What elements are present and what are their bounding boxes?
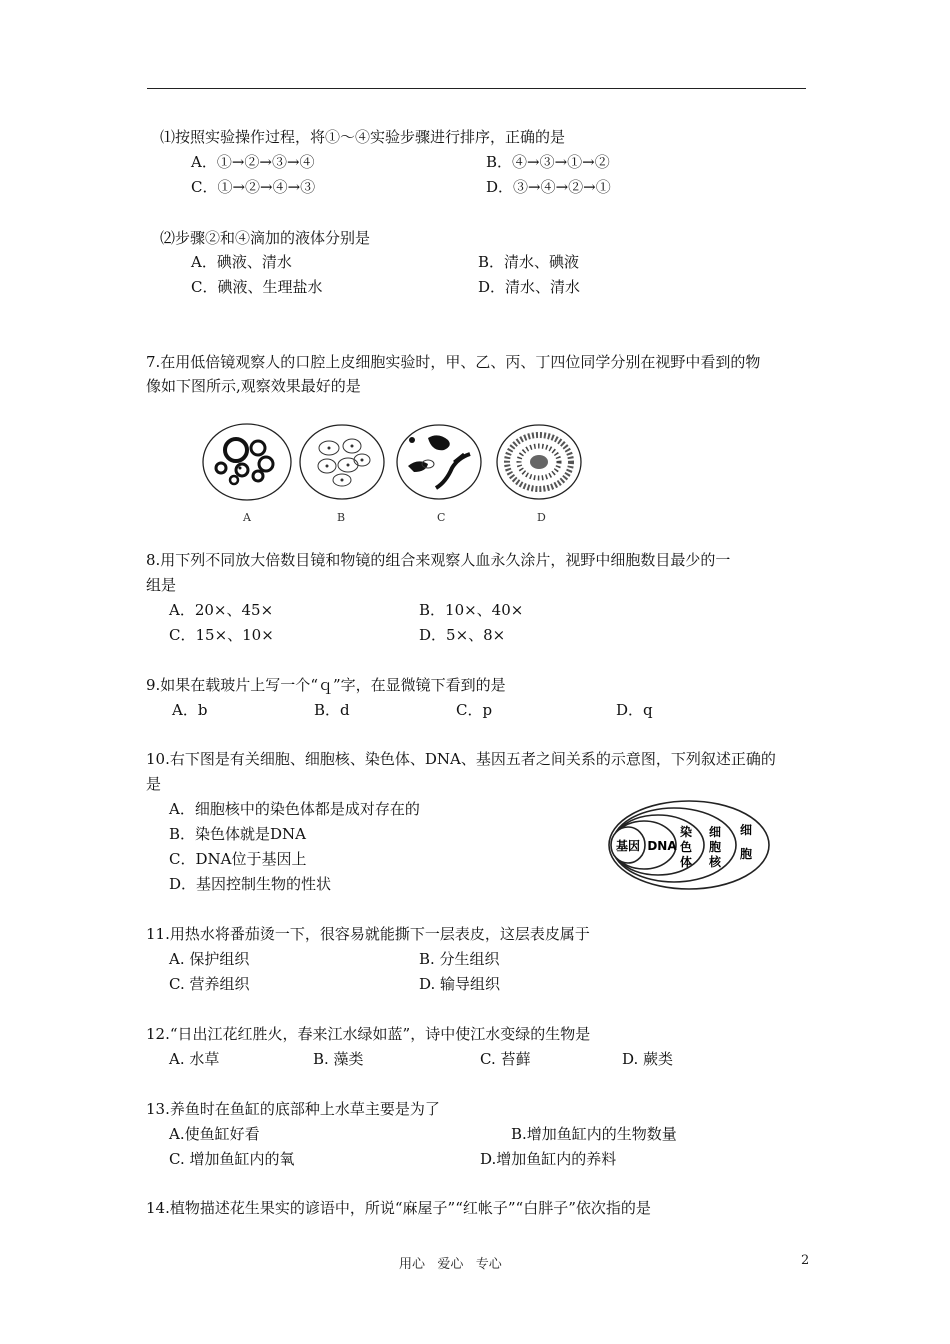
q10-option-b: B．染色体就是DNA — [169, 825, 307, 843]
q7-stem-line1: 7.在用低倍镜观察人的口腔上皮细胞实验时，甲、乙、丙、丁四位同学分别在视野中看到的物 — [146, 353, 761, 371]
q8-option-b: B．10×、40× — [419, 601, 524, 619]
q7-figure-label-d: D — [537, 511, 546, 524]
header-rule — [147, 88, 806, 89]
footer-motto: 用心 爱心 专心 — [399, 1257, 502, 1272]
q10-option-d: D．基因控制生物的性状 — [169, 875, 332, 893]
diagram-label-nucleus-1: 细 — [708, 825, 722, 839]
page-number: 2 — [801, 1253, 810, 1268]
microscope-view-d — [497, 425, 581, 499]
q10-option-c: C．DNA位于基因上 — [169, 850, 307, 868]
q13-option-c: C. 增加鱼缸内的氧 — [169, 1150, 295, 1168]
q9-option-d: D．q — [616, 701, 653, 719]
q7-figure-label-a: A — [243, 511, 251, 524]
q9-option-c: C．p — [456, 701, 493, 719]
q10-nested-diagram — [604, 794, 779, 894]
diagram-label-cell-2: 胞 — [739, 847, 753, 861]
q11-option-a: A. 保护组织 — [169, 950, 250, 968]
q6-part1-option-b: B．④→③→①→② — [486, 153, 610, 171]
q8-option-d: D．5×、8× — [419, 626, 506, 644]
q6-part2-stem: ⑵步骤②和④滴加的液体分别是 — [160, 229, 371, 247]
q13-option-b: B.增加鱼缸内的生物数量 — [511, 1125, 677, 1143]
q7-figure-label-c: C — [437, 511, 446, 524]
q8-option-a: A．20×、45× — [169, 601, 274, 619]
q10-stem-line1: 10.右下图是有关细胞、细胞核、染色体、DNA、基因五者之间关系的示意图，下列叙述正确的 — [146, 750, 776, 768]
q13-option-a: A.使鱼缸好看 — [169, 1125, 260, 1143]
q7-microscope-figure — [196, 418, 596, 518]
microscope-view-a — [203, 424, 291, 500]
q7-stem-line2: 像如下图所示,观察效果最好的是 — [146, 377, 361, 395]
diagram-label-dna: DNA — [647, 839, 677, 853]
q8-option-c: C．15×、10× — [169, 626, 274, 644]
q9-option-a: A．b — [172, 701, 208, 719]
diagram-label-cell-1: 细 — [739, 823, 753, 837]
q13-option-d: D.增加鱼缸内的养料 — [480, 1150, 617, 1168]
q6-part2-option-a: A．碘液、清水 — [191, 253, 292, 271]
q12-option-a: A. 水草 — [169, 1050, 220, 1068]
q12-option-c: C. 苔藓 — [480, 1050, 531, 1068]
q12-option-b: B. 藻类 — [313, 1050, 364, 1068]
q8-stem-line1: 8.用下列不同放大倍数目镜和物镜的组合来观察人血永久涂片，视野中细胞数目最少的一 — [146, 551, 731, 569]
diagram-label-chromosome-2: 色 — [679, 840, 693, 854]
q6-part2-option-d: D．清水、清水 — [478, 278, 581, 296]
q6-part2-option-b: B．清水、碘液 — [478, 253, 580, 271]
q11-option-b: B. 分生组织 — [419, 950, 500, 968]
q12-stem: 12.“日出江花红胜火，春来江水绿如蓝”，诗中使江水变绿的生物是 — [146, 1025, 591, 1043]
q6-part1-stem: ⑴按照实验操作过程，将①～④实验步骤进行排序，正确的是 — [160, 128, 566, 146]
microscope-view-c — [397, 425, 481, 499]
q11-option-d: D. 输导组织 — [419, 975, 501, 993]
diagram-label-nucleus-2: 胞 — [708, 840, 722, 854]
q11-option-c: C. 营养组织 — [169, 975, 250, 993]
diagram-label-chromosome-1: 染 — [679, 825, 693, 839]
q12-option-d: D. 蕨类 — [622, 1050, 674, 1068]
q6-part1-option-d: D．③→④→②→① — [486, 178, 611, 196]
q13-stem: 13.养鱼时在鱼缸的底部种上水草主要是为了 — [146, 1100, 440, 1118]
q9-stem: 9.如果在载玻片上写一个“ｑ”字，在显微镜下看到的是 — [146, 676, 506, 694]
q7-figure-label-b: B — [337, 511, 346, 524]
q9-option-b: B．d — [314, 701, 350, 719]
q11-stem: 11.用热水将番茄烫一下，很容易就能撕下一层表皮，这层表皮属于 — [146, 925, 590, 943]
q14-stem: 14.植物描述花生果实的谚语中，所说“麻屋子”“红帐子”“白胖子”依次指的是 — [146, 1199, 651, 1217]
diagram-label-nucleus-3: 核 — [708, 855, 722, 869]
q6-part1-option-c: C．①→②→④→③ — [191, 178, 316, 196]
diagram-label-gene: 基因 — [615, 839, 641, 853]
q6-part2-option-c: C．碘液、生理盐水 — [191, 278, 323, 296]
q10-stem-line2: 是 — [146, 775, 162, 793]
q10-option-a: A．细胞核中的染色体都是成对存在的 — [169, 800, 420, 818]
diagram-label-chromosome-3: 体 — [679, 855, 693, 869]
q8-stem-line2: 组是 — [146, 576, 177, 594]
q6-part1-option-a: A．①→②→③→④ — [191, 153, 315, 171]
microscope-view-b — [300, 425, 384, 499]
